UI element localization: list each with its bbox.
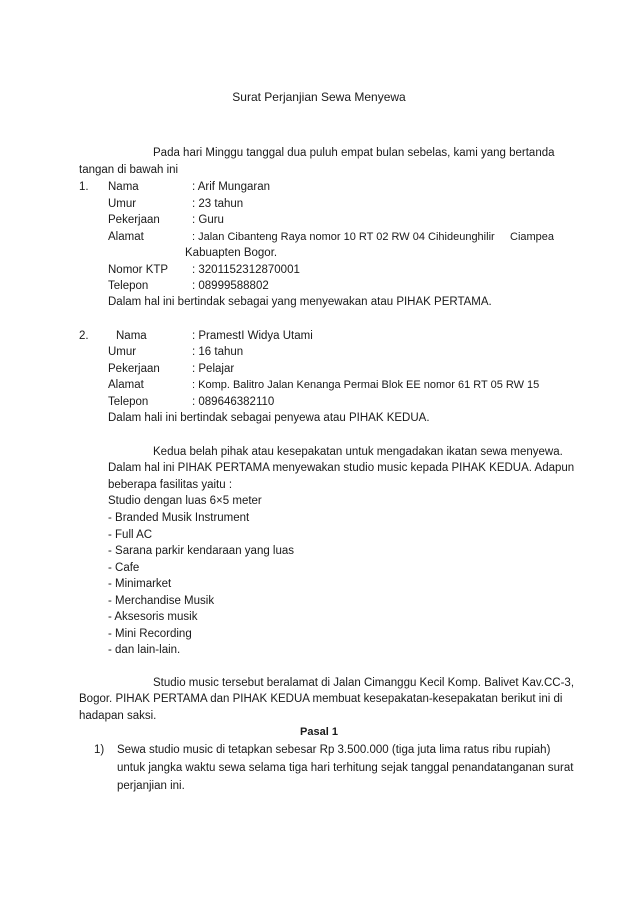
party-1-address-extra: Ciampea — [510, 231, 555, 243]
party-1-address-label: Alamat — [108, 231, 144, 243]
list-item: - Aksesoris musik — [108, 611, 198, 623]
party-2-age-value: : 16 tahun — [192, 346, 244, 358]
list-item: - Sarana parkir kendaraan yang luas — [108, 545, 295, 557]
party-1-name-label: Nama — [108, 181, 139, 193]
party-2-phone-label: Telepon — [108, 396, 149, 408]
party-1-phone-label: Telepon — [108, 280, 149, 292]
list-item: - Full AC — [108, 529, 153, 541]
agreement-line-3: beberapa fasilitas yaitu : — [108, 479, 233, 491]
pasal-1-line-1: Sewa studio music di tetapkan sebesar Rp 3.500.000 (tiga juta lima ratus ribu rupiah) — [117, 744, 551, 756]
party-1-job-label: Pekerjaan — [108, 214, 160, 226]
party-1-age-value: : 23 tahun — [192, 198, 244, 210]
party-2-address-value: : Komp. Balitro Jalan Kenanga Permai Blok EE nomor 61 RT 05 RW 15 — [192, 379, 540, 391]
location-line-2: Bogor. PIHAK PERTAMA dan PIHAK KEDUA membuat kesepakatan-kesepakatan berikut ini di — [79, 693, 563, 705]
party-2-phone-value: : 089646382110 — [192, 396, 275, 408]
location-line-3: hadapan saksi. — [79, 710, 157, 722]
party-2-job-value: : Pelajar — [192, 363, 235, 375]
party-2-name-label: Nama — [116, 330, 147, 342]
party-2-address-label: Alamat — [108, 379, 144, 391]
agreement-line-1: Kedua belah pihak atau kesepakatan untuk mengadakan ikatan sewa menyewa. — [153, 446, 563, 458]
party-2-role: Dalam hali ini bertindak sebagai penyewa atau PIHAK KEDUA. — [108, 412, 430, 424]
list-item: - Mini Recording — [108, 628, 192, 640]
list-item: - Cafe — [108, 562, 140, 574]
document-title: Surat Perjanjian Sewa Menyewa — [232, 90, 406, 104]
list-item: - Merchandise Musik — [108, 595, 215, 607]
list-item: - Minimarket — [108, 578, 172, 590]
party-2-number: 2. — [79, 330, 89, 342]
party-1-role: Dalam hal ini bertindak sebagai yang menyewakan atau PIHAK PERTAMA. — [108, 296, 492, 308]
pasal-1-line-2: untuk jangka waktu sewa selama tiga hari terhitung sejak tanggal penandatanganan surat — [117, 762, 574, 774]
party-2-job-label: Pekerjaan — [108, 363, 160, 375]
pasal-1-line-3: perjanjian ini. — [117, 780, 185, 792]
party-1-job-value: : Guru — [192, 214, 224, 226]
agreement-line-2: Dalam hal ini PIHAK PERTAMA menyewakan studio music kepada PIHAK KEDUA. Adapun — [108, 462, 575, 474]
pasal-1-item-number: 1) — [94, 744, 105, 756]
party-1-phone-value: : 08999588802 — [192, 280, 269, 292]
party-2-name-value: : PramestI Widya Utami — [192, 330, 313, 342]
intro-line-2: tangan di bawah ini — [79, 164, 179, 176]
party-1-ktp-label: Nomor KTP — [108, 264, 169, 276]
list-item: - Branded Musik Instrument — [108, 512, 250, 524]
party-1-address-value-cont: Kabuapten Bogor. — [185, 247, 278, 259]
studio-size: Studio dengan luas 6×5 meter — [108, 495, 262, 507]
party-2-age-label: Umur — [108, 346, 137, 358]
list-item: - dan lain-lain. — [108, 644, 181, 656]
party-1-address-value: : Jalan Cibanteng Raya nomor 10 RT 02 RW 04 Cihideunghilir — [192, 231, 495, 243]
location-line-1: Studio music tersebut beralamat di Jalan Cimanggu Kecil Komp. Balivet Kav.CC-3, — [153, 677, 575, 689]
pasal-1-heading: Pasal 1 — [300, 726, 338, 738]
party-1-age-label: Umur — [108, 198, 137, 210]
party-1-ktp-value: : 3201152312870001 — [192, 264, 300, 276]
party-1-name-value: : Arif Mungaran — [192, 181, 270, 193]
intro-line-1: Pada hari Minggu tanggal dua puluh empat bulan sebelas, kami yang bertanda — [153, 147, 555, 159]
party-1-number: 1. — [79, 181, 89, 193]
